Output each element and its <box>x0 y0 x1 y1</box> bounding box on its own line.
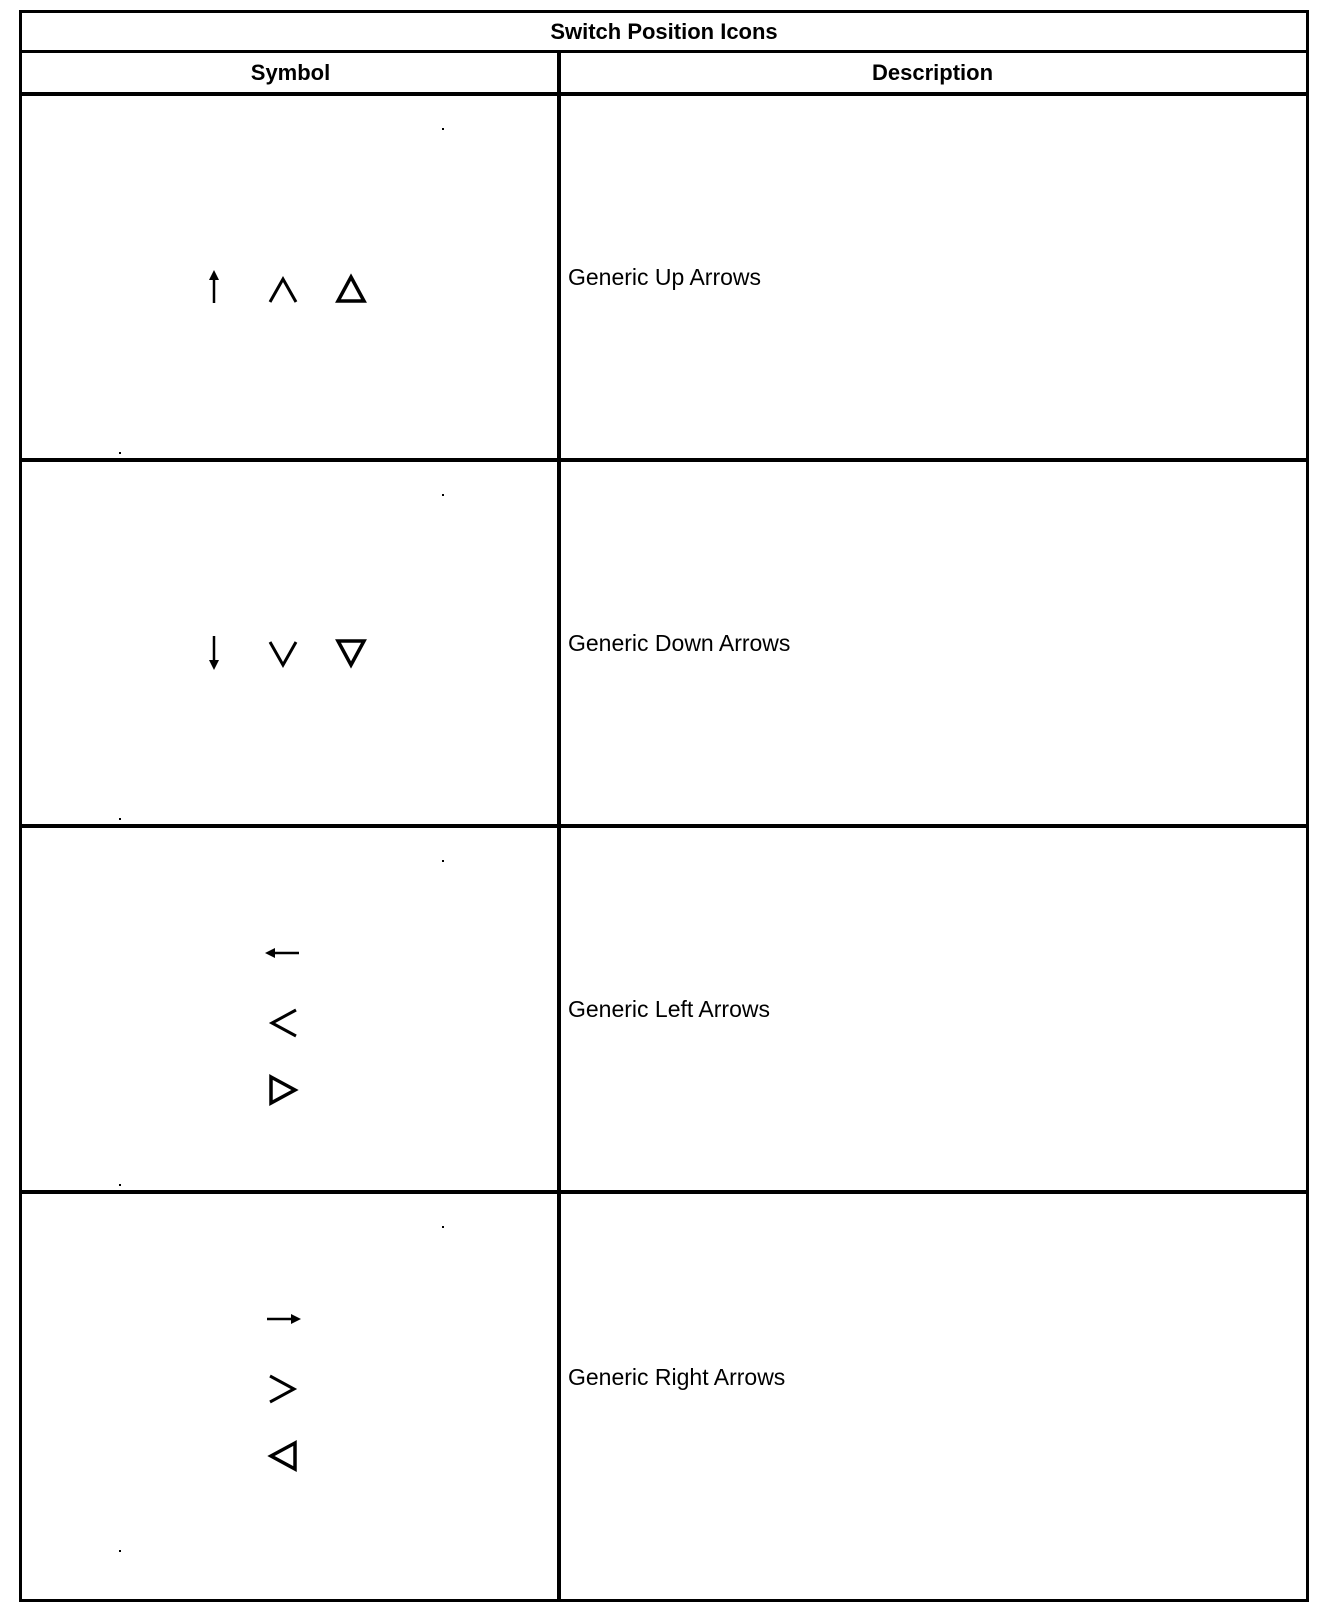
symbol-cell <box>22 1194 557 1599</box>
down-triangle-icon <box>335 638 367 668</box>
table-row-left-arrows <box>22 828 1306 1194</box>
description-cell: Generic Up Arrows <box>568 263 762 290</box>
scan-dot <box>442 128 444 130</box>
left-arrow-icon <box>265 943 301 963</box>
table-row-up-arrows <box>22 96 1306 462</box>
symbol-cell <box>22 462 557 824</box>
symbol-cell <box>22 828 557 1190</box>
up-chevron-icon <box>268 276 298 304</box>
right-chevron-icon <box>267 1374 297 1404</box>
scan-dot <box>119 1550 121 1552</box>
left-chevron-icon <box>269 1008 299 1038</box>
table-row-right-arrows <box>22 1194 1306 1599</box>
down-chevron-icon <box>268 640 298 668</box>
right-pointing-triangle-icon <box>268 1074 298 1106</box>
up-arrow-icon <box>204 270 224 306</box>
description-column-header: Description <box>871 59 994 85</box>
symbol-column-header: Symbol <box>250 59 331 85</box>
symbol-cell <box>22 96 557 458</box>
description-cell: Generic Left Arrows <box>568 995 770 1022</box>
switch-position-icons-table <box>19 10 1309 1602</box>
left-pointing-triangle-icon <box>268 1440 298 1472</box>
table-title: Switch Position Icons <box>22 13 1306 53</box>
description-cell: Generic Down Arrows <box>568 629 791 656</box>
up-triangle-icon <box>335 274 367 304</box>
scan-dot <box>119 818 121 820</box>
scan-dot <box>119 452 121 454</box>
scan-dot <box>442 860 444 862</box>
table-row-down-arrows <box>22 462 1306 828</box>
right-arrow-icon <box>265 1309 301 1329</box>
table-header-row <box>22 53 1306 96</box>
description-cell: Generic Right Arrows <box>568 1363 786 1390</box>
scan-dot <box>442 494 444 496</box>
scan-dot <box>119 1184 121 1186</box>
scan-dot <box>442 1226 444 1228</box>
down-arrow-icon <box>204 634 224 670</box>
